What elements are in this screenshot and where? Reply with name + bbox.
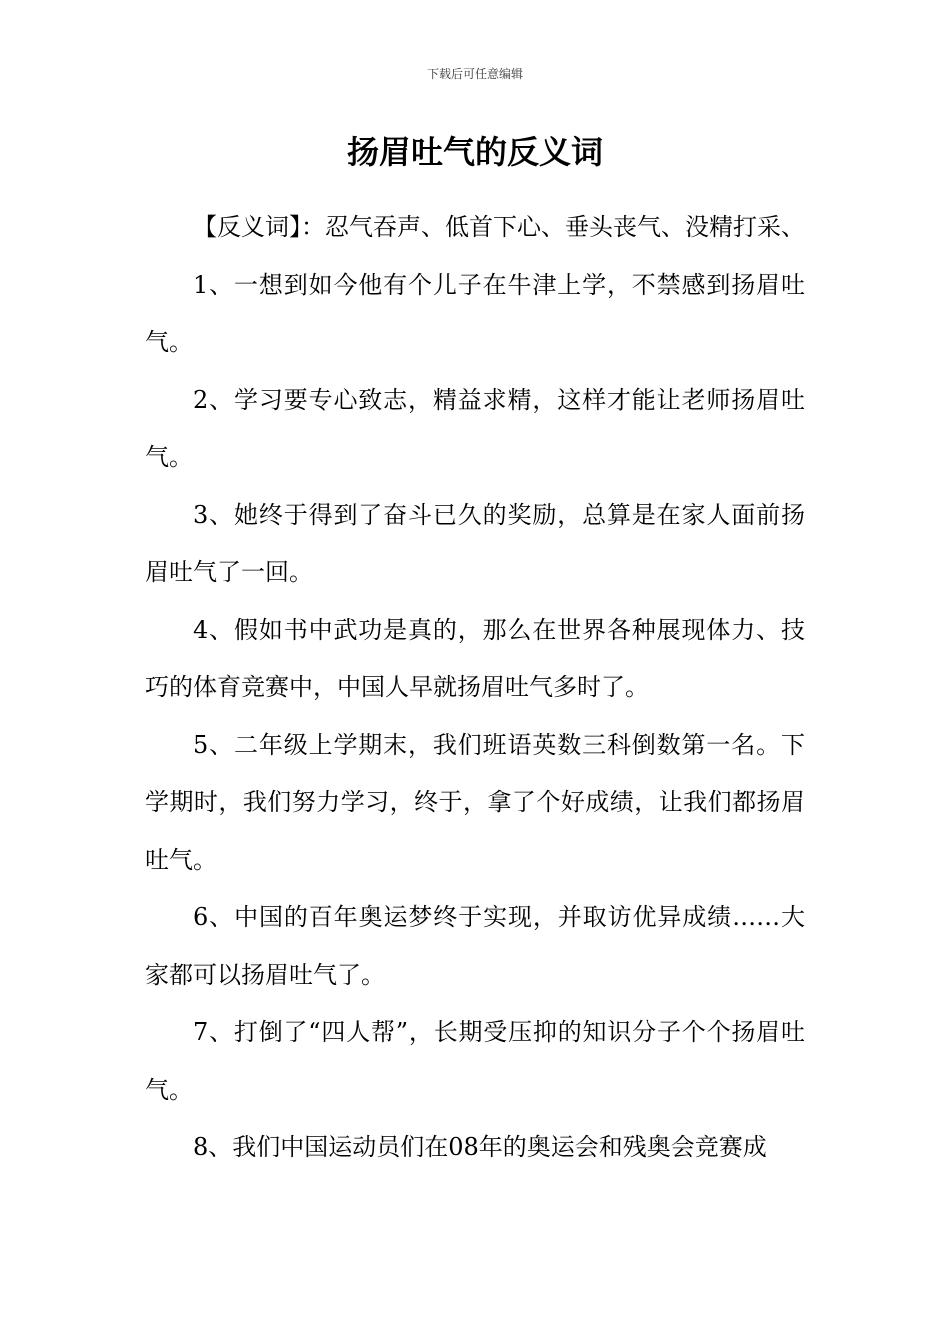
paragraph-example-8: 8、我们中国运动员们在08年的奥运会和残奥会竞赛成 <box>193 1133 767 1161</box>
header-note: 下载后可任意编辑 <box>426 67 523 81</box>
paragraph-example-6: 6、中国的百年奥运梦终于实现，并取访优异成绩……大家都可以扬眉吐气了。 <box>145 903 805 989</box>
paragraph-example-7: 7、打倒了“四人帮”，长期受压抑的知识分子个个扬眉吐气。 <box>145 1018 805 1104</box>
document-title: 扬眉吐气的反义词 <box>346 133 603 171</box>
paragraph-example-2: 2、学习要专心致志，精益求精，这样才能让老师扬眉吐气。 <box>145 385 805 471</box>
paragraph-example-3: 3、她终于得到了奋斗已久的奖励，总算是在家人面前扬眉吐气了一回。 <box>145 500 805 586</box>
document-body <box>145 199 805 1177</box>
paragraph-antonyms: 【反义词】：忍气吞声、低首下心、垂头丧气、没精打采、 <box>193 213 805 241</box>
paragraph-example-4: 4、假如书中武功是真的，那么在世界各种展现体力、技巧的体育竞赛中，中国人早就扬眉吐气多时了。 <box>145 615 805 701</box>
paragraph-example-1: 1、一想到如今他有个儿子在牛津上学，不禁感到扬眉吐气。 <box>145 270 805 356</box>
paragraph-example-5: 5、二年级上学期末，我们班语英数三科倒数第一名。下学期时，我们努力学习，终于，拿了个好成绩，让我们都扬眉吐气。 <box>145 730 805 874</box>
